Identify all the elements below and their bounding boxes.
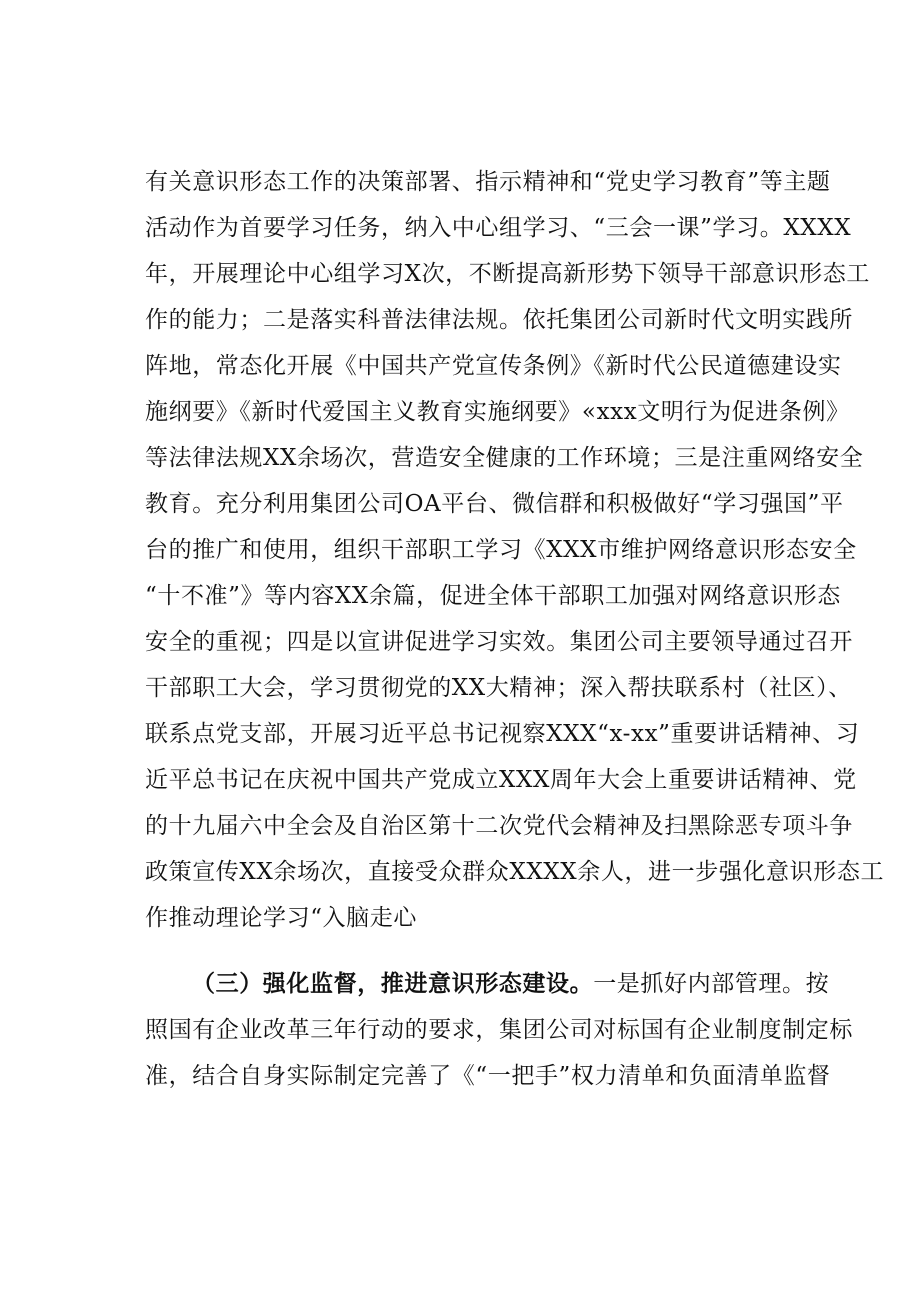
paragraph-line: 台的推广和使用，组织干部职工学习《XXX市维护网络意识形态安全	[145, 537, 857, 563]
paragraph-line: 作推动理论学习“入脑走心	[145, 905, 417, 931]
paragraph-line: 联系点党支部，开展习近平总书记视察XXX“x-xx”重要讲话精神、习	[145, 721, 860, 747]
paragraph-line: 活动作为首要学习任务，纳入中心组学习、“三会一课”学习。XXXX	[145, 215, 852, 241]
paragraph-line: “十不准”》等内容XX余篇，促进全体干部职工加强对网络意识形态	[145, 583, 841, 609]
paragraph-line: 干部职工大会，学习贯彻党的XX大精神；深入帮扶联系村（社区）、	[145, 675, 852, 701]
paragraph-line: 有关意识形态工作的决策部署、指示精神和“党史学习教育”等主题	[145, 169, 831, 195]
paragraph-line: 近平总书记在庆祝中国共产党成立XXX周年大会上重要讲话精神、党	[145, 767, 857, 793]
paragraph-line: 的十九届六中全会及自治区第十二次党代会精神及扫黑除恶专项斗争	[145, 813, 853, 839]
paragraph-line: 照国有企业改革三年行动的要求，集团公司对标国有企业制度制定标	[145, 1017, 853, 1043]
section-heading-rest: 一是抓好内部管理。按	[593, 971, 830, 997]
paragraph-line: 阵地，常态化开展《中国共产党宣传条例》《新时代公民道德建设实	[145, 353, 842, 379]
section-heading: （三）强化监督，推进意识形态建设。	[192, 970, 594, 997]
paragraph-line: 施纲要》《新时代爱国主义教育实施纲要》«xxx文明行为促进条例》	[145, 399, 850, 425]
paragraph-line: 准，结合自身实际制定完善了《“一把手”权力清单和负面清单监督	[145, 1063, 831, 1089]
paragraph-line: 作的能力；二是落实科普法律法规。依托集团公司新时代文明实践所	[145, 307, 853, 333]
paragraph-line: 等法律法规XX余场次，营造安全健康的工作环境；三是注重网络安全	[145, 445, 864, 471]
paragraph-line: 安全的重视；四是以宣讲促进学习实效。集团公司主要领导通过召开	[145, 629, 853, 655]
paragraph-line: 教育。充分利用集团公司OA平台、微信群和积极做好“学习强国”平	[145, 491, 844, 517]
section-heading-line	[192, 962, 830, 1006]
paragraph-line: 年，开展理论中心组学习X次，不断提高新形势下领导干部意识形态工	[145, 261, 870, 287]
paragraph-line: 政策宣传XX余场次，直接受众群众XXXX余人，进一步强化意识形态工	[145, 859, 885, 885]
